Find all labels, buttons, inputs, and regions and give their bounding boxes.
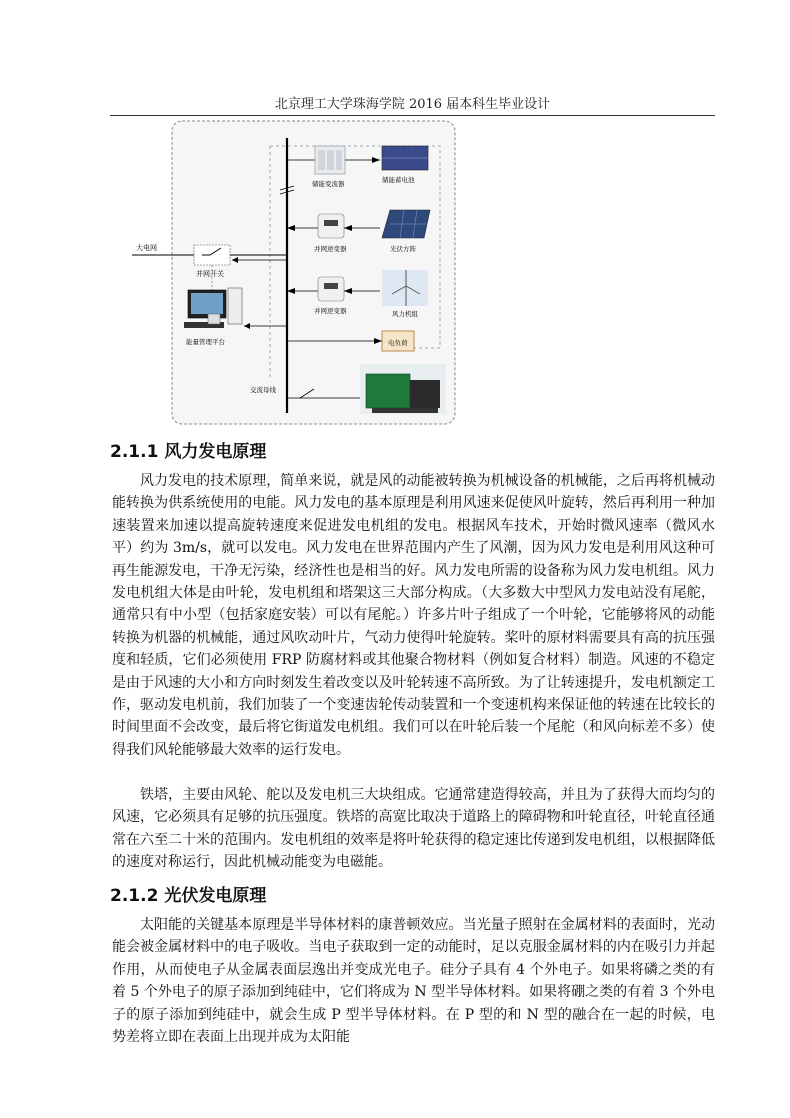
header-rule — [110, 115, 715, 116]
battery-label: 储能蓄电池 — [382, 176, 415, 184]
microgrid-diagram — [110, 118, 460, 428]
pv-array-icon — [382, 210, 430, 238]
grid-switch-label: 并网开关 — [196, 270, 224, 278]
wind-inverter-label: 并网逆变器 — [314, 307, 347, 315]
section-heading-pv: 2.1.2 光伏发电原理 — [110, 886, 267, 906]
paragraph-wind-1: 风力发电的技术原理，简单来说，就是风的动能被转换为机械设备的机械能，之后再将机械动能转换为供系统使用的电能。风力发电的基本原理是利用风速来促使风叶旋转，然后再利用一种加速装置来加速以提高旋转速度来促进发电机组的发电。根据风车技术，开始时微风速率（微风水平）约为 3m/s，就可以发电。风力发电在世界范围内产生了风潮，因为风力发电是利用风这种可再生能源发电，干净无污染，经济性也是相当的好。风力发电所需的设备称为风力发电机组。风力发电机组大体是由叶轮，发电机组和塔架这三大部分构成。（大多数大中型风力发电站没有尾舵，通常只有中小型（包括家庭安装）可以有尾舵。）许多片叶子组成了一个叶轮，它能够将风的动能转换为机器的机械能，通过风吹动叶片，气动力使得叶轮旋转。桨叶的原材料需要具有高的抗压强度和轻质，它们必须使用 FRP 防腐材料或其他聚合物材料（例如复合材料）制造。风速的不稳定是由于风速的大小和方向时刻发生着改变以及叶轮转速不高所致。为了让转速提升，发电机额定工作，驱动发电机前，我们加装了一个变速齿轮传动装置和一个变速机构来保证他的转速在比较长的时间里面不会改变，最后将它街道发电机组。我们可以在叶轮后装一个尾舵（和风向标差不多）使得我们风轮能够最大效率的运行发电。 — [112, 473, 715, 758]
diesel-bus-label: 交流母线 — [250, 386, 276, 394]
pv-array-label: 光伏方阵 — [390, 245, 416, 253]
grid-switch — [194, 245, 230, 265]
storage-converter-icon — [315, 146, 345, 174]
wind-turbine-label: 风力机组 — [392, 310, 418, 318]
page-header: 北京理工大学珠海学院 2016 届本科生毕业设计 — [274, 97, 551, 112]
computer-icon — [184, 288, 242, 328]
wind-turbine-icon — [382, 270, 428, 306]
section-heading-wind: 2.1.1 风力发电原理 — [110, 442, 267, 462]
diesel-generator-icon — [360, 364, 446, 414]
control-platform-label: 能量管理平台 — [186, 338, 225, 346]
battery-icon — [382, 146, 428, 170]
wind-inverter-icon — [318, 277, 344, 301]
load-label: 电负荷 — [388, 339, 408, 347]
paragraph-pv-1: 太阳能的关键基本原理是半导体材料的康普顿效应。当光量子照射在金属材料的表面时，光动能会被金属材料中的电子吸收。当电子获取到一定的动能时，足以克服金属材料的内在吸引力并起作用，从而使电子从金属表面层逸出并变成光电子。硅分子具有 4 个外电子。如果将磷之类的有着 5 个外电子的原子添加到纯硅中，它们将成为 N 型半导体材料。如果将硼之类的有着 3 个外电子的原子添加到纯硅中，就会生成 P 型半导体材料。在 P 型的和 N 型的融合在一起的时候，电势差将立即在表面上出现并成为太阳能 — [112, 917, 715, 1046]
grid-label: 大电网 — [136, 244, 157, 252]
paragraph-wind-2: 铁塔，主要由风轮、舵以及发电机三大块组成。它通常建造得较高，并且为了获得大而均匀的风速，它必须具有足够的抗压强度。铁塔的高宽比取决于道路上的障碍物和叶轮直径，叶轮直径通常在六至二十米的范围内。发电机组的效率是将叶轮获得的稳定速比传递到发电机组，以根据降低的速度对称运行，因此机械动能变为电磁能。 — [112, 787, 715, 871]
storage-converter-label: 储能变流器 — [312, 180, 345, 188]
pv-inverter-icon — [318, 214, 344, 238]
pv-inverter-label: 并网逆变器 — [314, 245, 347, 253]
